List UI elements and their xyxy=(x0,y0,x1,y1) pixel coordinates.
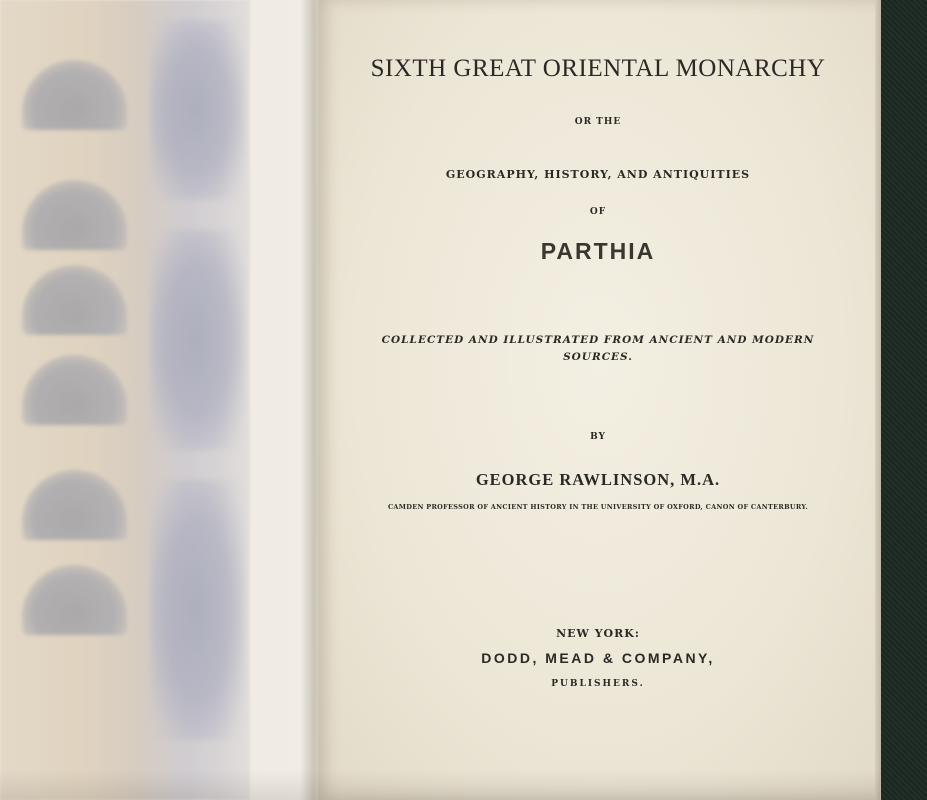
subtitle: GEOGRAPHY, HISTORY, AND ANTIQUITIES xyxy=(445,168,751,181)
main-title: SIXTH GREAT ORIENTAL MONARCHY xyxy=(370,55,826,82)
frontispiece-page xyxy=(0,0,318,800)
page-edge xyxy=(875,0,881,800)
by-line: BY xyxy=(590,432,606,442)
publishers-label: PUBLISHERS. xyxy=(551,679,645,689)
author-credentials: CAMDEN PROFESSOR OF ANCIENT HISTORY IN THE UNIVERSITY OF OXFORD, CANON OF CANTERBURY. xyxy=(387,503,809,511)
of-line: OF xyxy=(589,207,607,217)
or-the-line: OR THE xyxy=(574,117,622,127)
author-name: GEORGE RAWLINSON, M.A. xyxy=(475,470,721,489)
bottom-shadow xyxy=(0,770,880,800)
publisher-name: DODD, MEAD & COMPANY, xyxy=(481,650,715,666)
collected-line: COLLECTED AND ILLUSTRATED FROM ANCIENT AND MODERN SOURCES. xyxy=(381,334,815,363)
country-title: PARTHIA xyxy=(540,238,656,264)
publication-city: NEW YORK: xyxy=(556,627,640,640)
tissue-guard xyxy=(0,0,318,800)
cloth-background xyxy=(878,0,927,800)
title-page xyxy=(318,0,880,800)
